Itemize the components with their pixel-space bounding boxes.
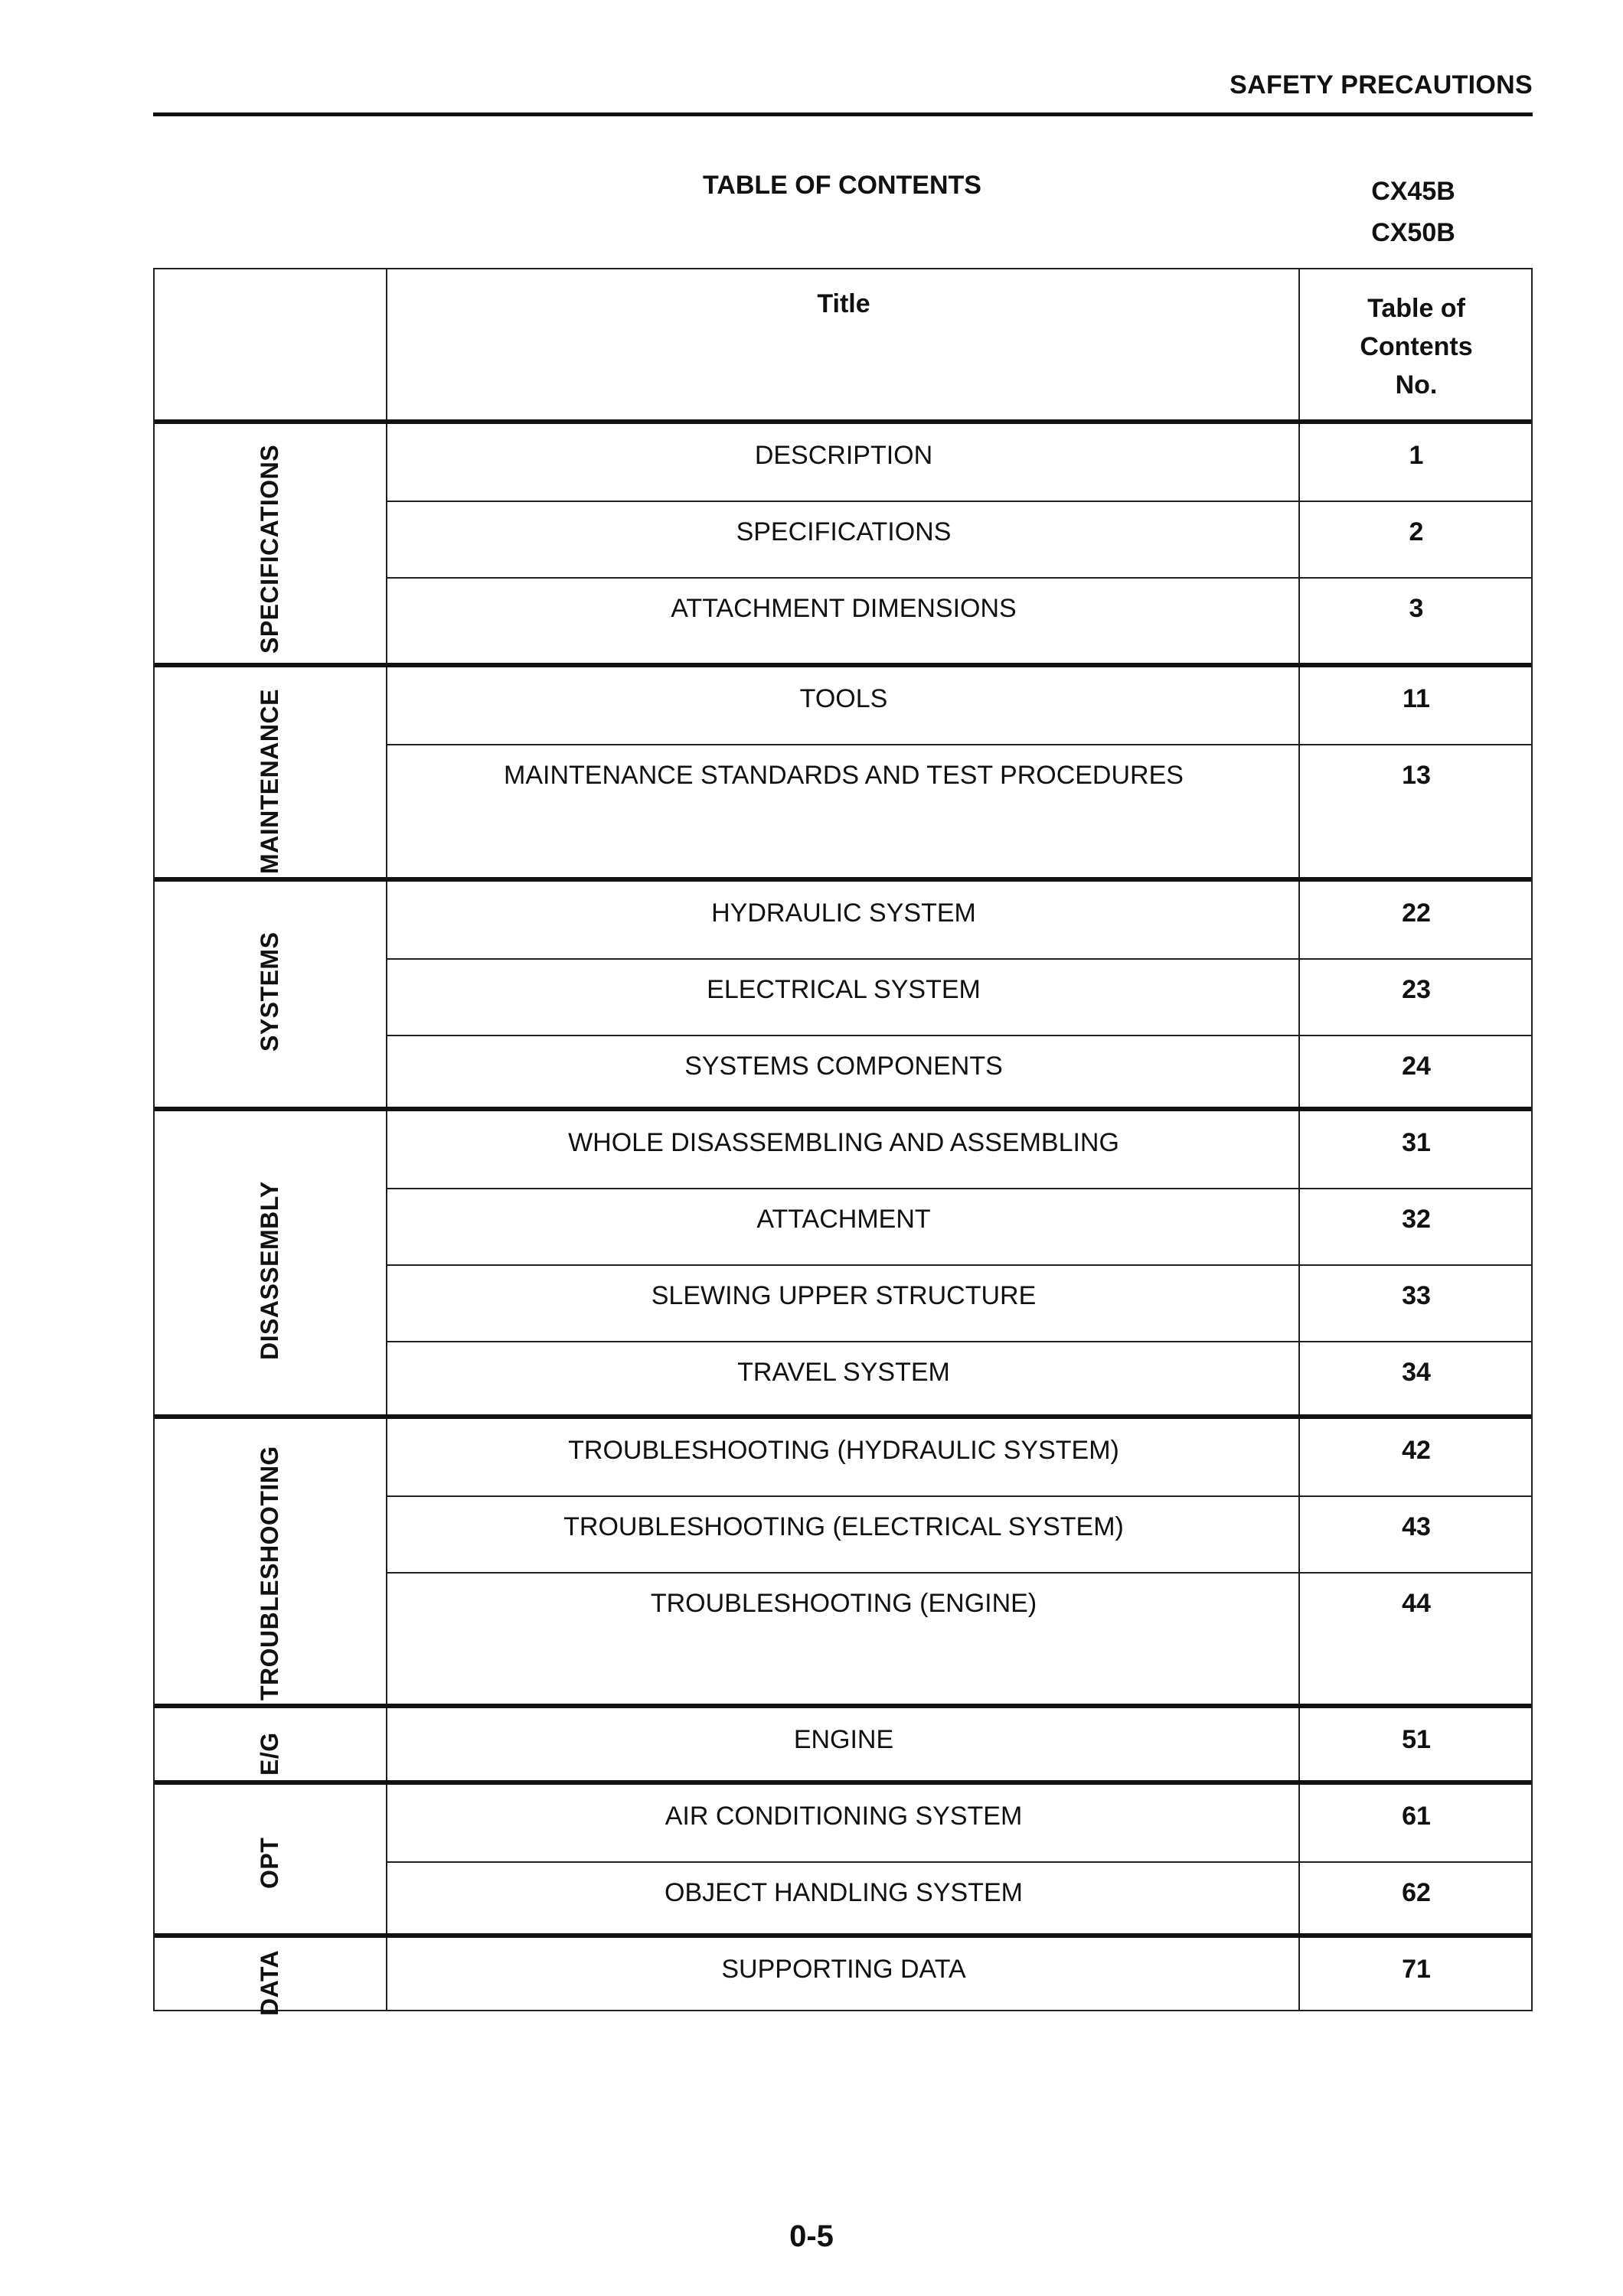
page-number: 0-5	[789, 2219, 834, 2253]
toc-entry-title: DESCRIPTION	[754, 441, 933, 470]
toc-entry-number: 61	[1402, 1802, 1431, 1831]
toc-section	[155, 1414, 1531, 1704]
column-header-line: Table of	[1367, 294, 1465, 323]
toc-entry-title: TRAVEL SYSTEM	[737, 1358, 950, 1387]
toc-entry-number: 33	[1402, 1281, 1431, 1310]
toc-section	[155, 419, 1531, 663]
toc-row[interactable]	[387, 1938, 1531, 2014]
toc-entry-number: 42	[1402, 1436, 1431, 1465]
toc-row[interactable]	[387, 1572, 1531, 1649]
toc-row[interactable]	[387, 667, 1531, 745]
section-label: SPECIFICATIONS	[256, 444, 283, 654]
page-title: TABLE OF CONTENTS	[703, 171, 981, 200]
toc-entry-title: HYDRAULIC SYSTEM	[711, 899, 976, 928]
toc-entry-number: 1	[1409, 441, 1424, 470]
toc-row[interactable]	[387, 577, 1531, 654]
toc-table	[153, 268, 1533, 2016]
toc-entry-number: 51	[1402, 1725, 1431, 1754]
toc-entry-title: ATTACHMENT DIMENSIONS	[671, 594, 1017, 623]
running-header: SAFETY PRECAUTIONS	[1229, 70, 1533, 99]
toc-entry-number: 34	[1402, 1358, 1431, 1387]
toc-entry-number: 2	[1409, 517, 1424, 546]
toc-entry-title: MAINTENANCE STANDARDS AND TEST PROCEDURES	[504, 761, 1184, 790]
toc-row[interactable]	[387, 501, 1531, 579]
toc-section	[155, 1704, 1531, 1780]
column-header-title: Title	[817, 289, 870, 318]
toc-entry-number: 62	[1402, 1878, 1431, 1907]
toc-row[interactable]	[387, 1035, 1531, 1111]
section-label: SYSTEMS	[256, 931, 283, 1052]
toc-section	[155, 1107, 1531, 1414]
toc-entry-title: SPECIFICATIONS	[736, 517, 952, 546]
toc-row[interactable]	[387, 424, 1531, 502]
toc-row[interactable]	[387, 1188, 1531, 1266]
toc-section	[155, 663, 1531, 877]
model-list	[1297, 171, 1530, 253]
toc-row[interactable]	[387, 882, 1531, 960]
toc-row[interactable]	[387, 744, 1531, 820]
column-header-line: No.	[1395, 370, 1438, 400]
toc-entry-title: ELECTRICAL SYSTEM	[707, 975, 981, 1004]
toc-entry-number: 44	[1402, 1589, 1431, 1618]
toc-entry-title: SUPPORTING DATA	[721, 1955, 966, 1984]
toc-entry-number: 13	[1402, 761, 1431, 790]
toc-entry-title: OBJECT HANDLING SYSTEM	[665, 1878, 1023, 1907]
toc-row[interactable]	[387, 1111, 1531, 1189]
toc-entry-title: TROUBLESHOOTING (HYDRAULIC SYSTEM)	[568, 1436, 1119, 1465]
toc-entry-number: 23	[1402, 975, 1431, 1004]
toc-row[interactable]	[387, 1264, 1531, 1342]
toc-row[interactable]	[387, 958, 1531, 1036]
toc-entry-title: TROUBLESHOOTING (ENGINE)	[650, 1589, 1037, 1618]
section-label: E/G	[256, 1732, 283, 1776]
toc-entry-title: ATTACHMENT	[756, 1205, 931, 1234]
column-header-line: Contents	[1360, 332, 1473, 361]
model-name: CX50B	[1371, 218, 1455, 247]
section-label: DISASSEMBLY	[256, 1181, 283, 1360]
toc-section	[155, 1780, 1531, 1933]
toc-row[interactable]	[387, 1708, 1531, 1785]
column-header-number	[1300, 289, 1533, 404]
toc-entry-number: 71	[1402, 1955, 1431, 1984]
toc-entry-title: TROUBLESHOOTING (ELECTRICAL SYSTEM)	[563, 1512, 1124, 1541]
section-label: MAINTENANCE	[256, 689, 283, 874]
toc-entry-number: 11	[1403, 684, 1430, 713]
section-label: OPT	[256, 1837, 283, 1889]
toc-entry-number: 43	[1402, 1512, 1431, 1541]
section-label: DATA	[256, 1949, 283, 2016]
toc-entry-title: SYSTEMS COMPONENTS	[684, 1052, 1003, 1081]
toc-section	[155, 1933, 1531, 2016]
toc-entry-title: WHOLE DISASSEMBLING AND ASSEMBLING	[568, 1128, 1119, 1157]
toc-entry-number: 22	[1402, 899, 1431, 928]
toc-row[interactable]	[387, 1861, 1531, 1938]
toc-entry-number: 24	[1402, 1052, 1431, 1081]
toc-entry-title: ENGINE	[793, 1725, 894, 1754]
toc-section	[155, 877, 1531, 1107]
toc-entry-number: 31	[1402, 1128, 1431, 1157]
toc-entry-title: TOOLS	[799, 684, 888, 713]
toc-row[interactable]	[387, 1341, 1531, 1417]
model-name: CX45B	[1371, 177, 1455, 206]
toc-row[interactable]	[387, 1785, 1531, 1863]
toc-entry-number: 32	[1402, 1205, 1431, 1234]
toc-row[interactable]	[387, 1495, 1531, 1574]
header-rule	[153, 113, 1533, 116]
toc-row[interactable]	[387, 1419, 1531, 1497]
toc-entry-title: AIR CONDITIONING SYSTEM	[665, 1802, 1023, 1831]
section-label: TROUBLESHOOTING	[256, 1446, 283, 1701]
toc-entry-number: 3	[1409, 594, 1424, 623]
toc-entry-title: SLEWING UPPER STRUCTURE	[651, 1281, 1037, 1310]
